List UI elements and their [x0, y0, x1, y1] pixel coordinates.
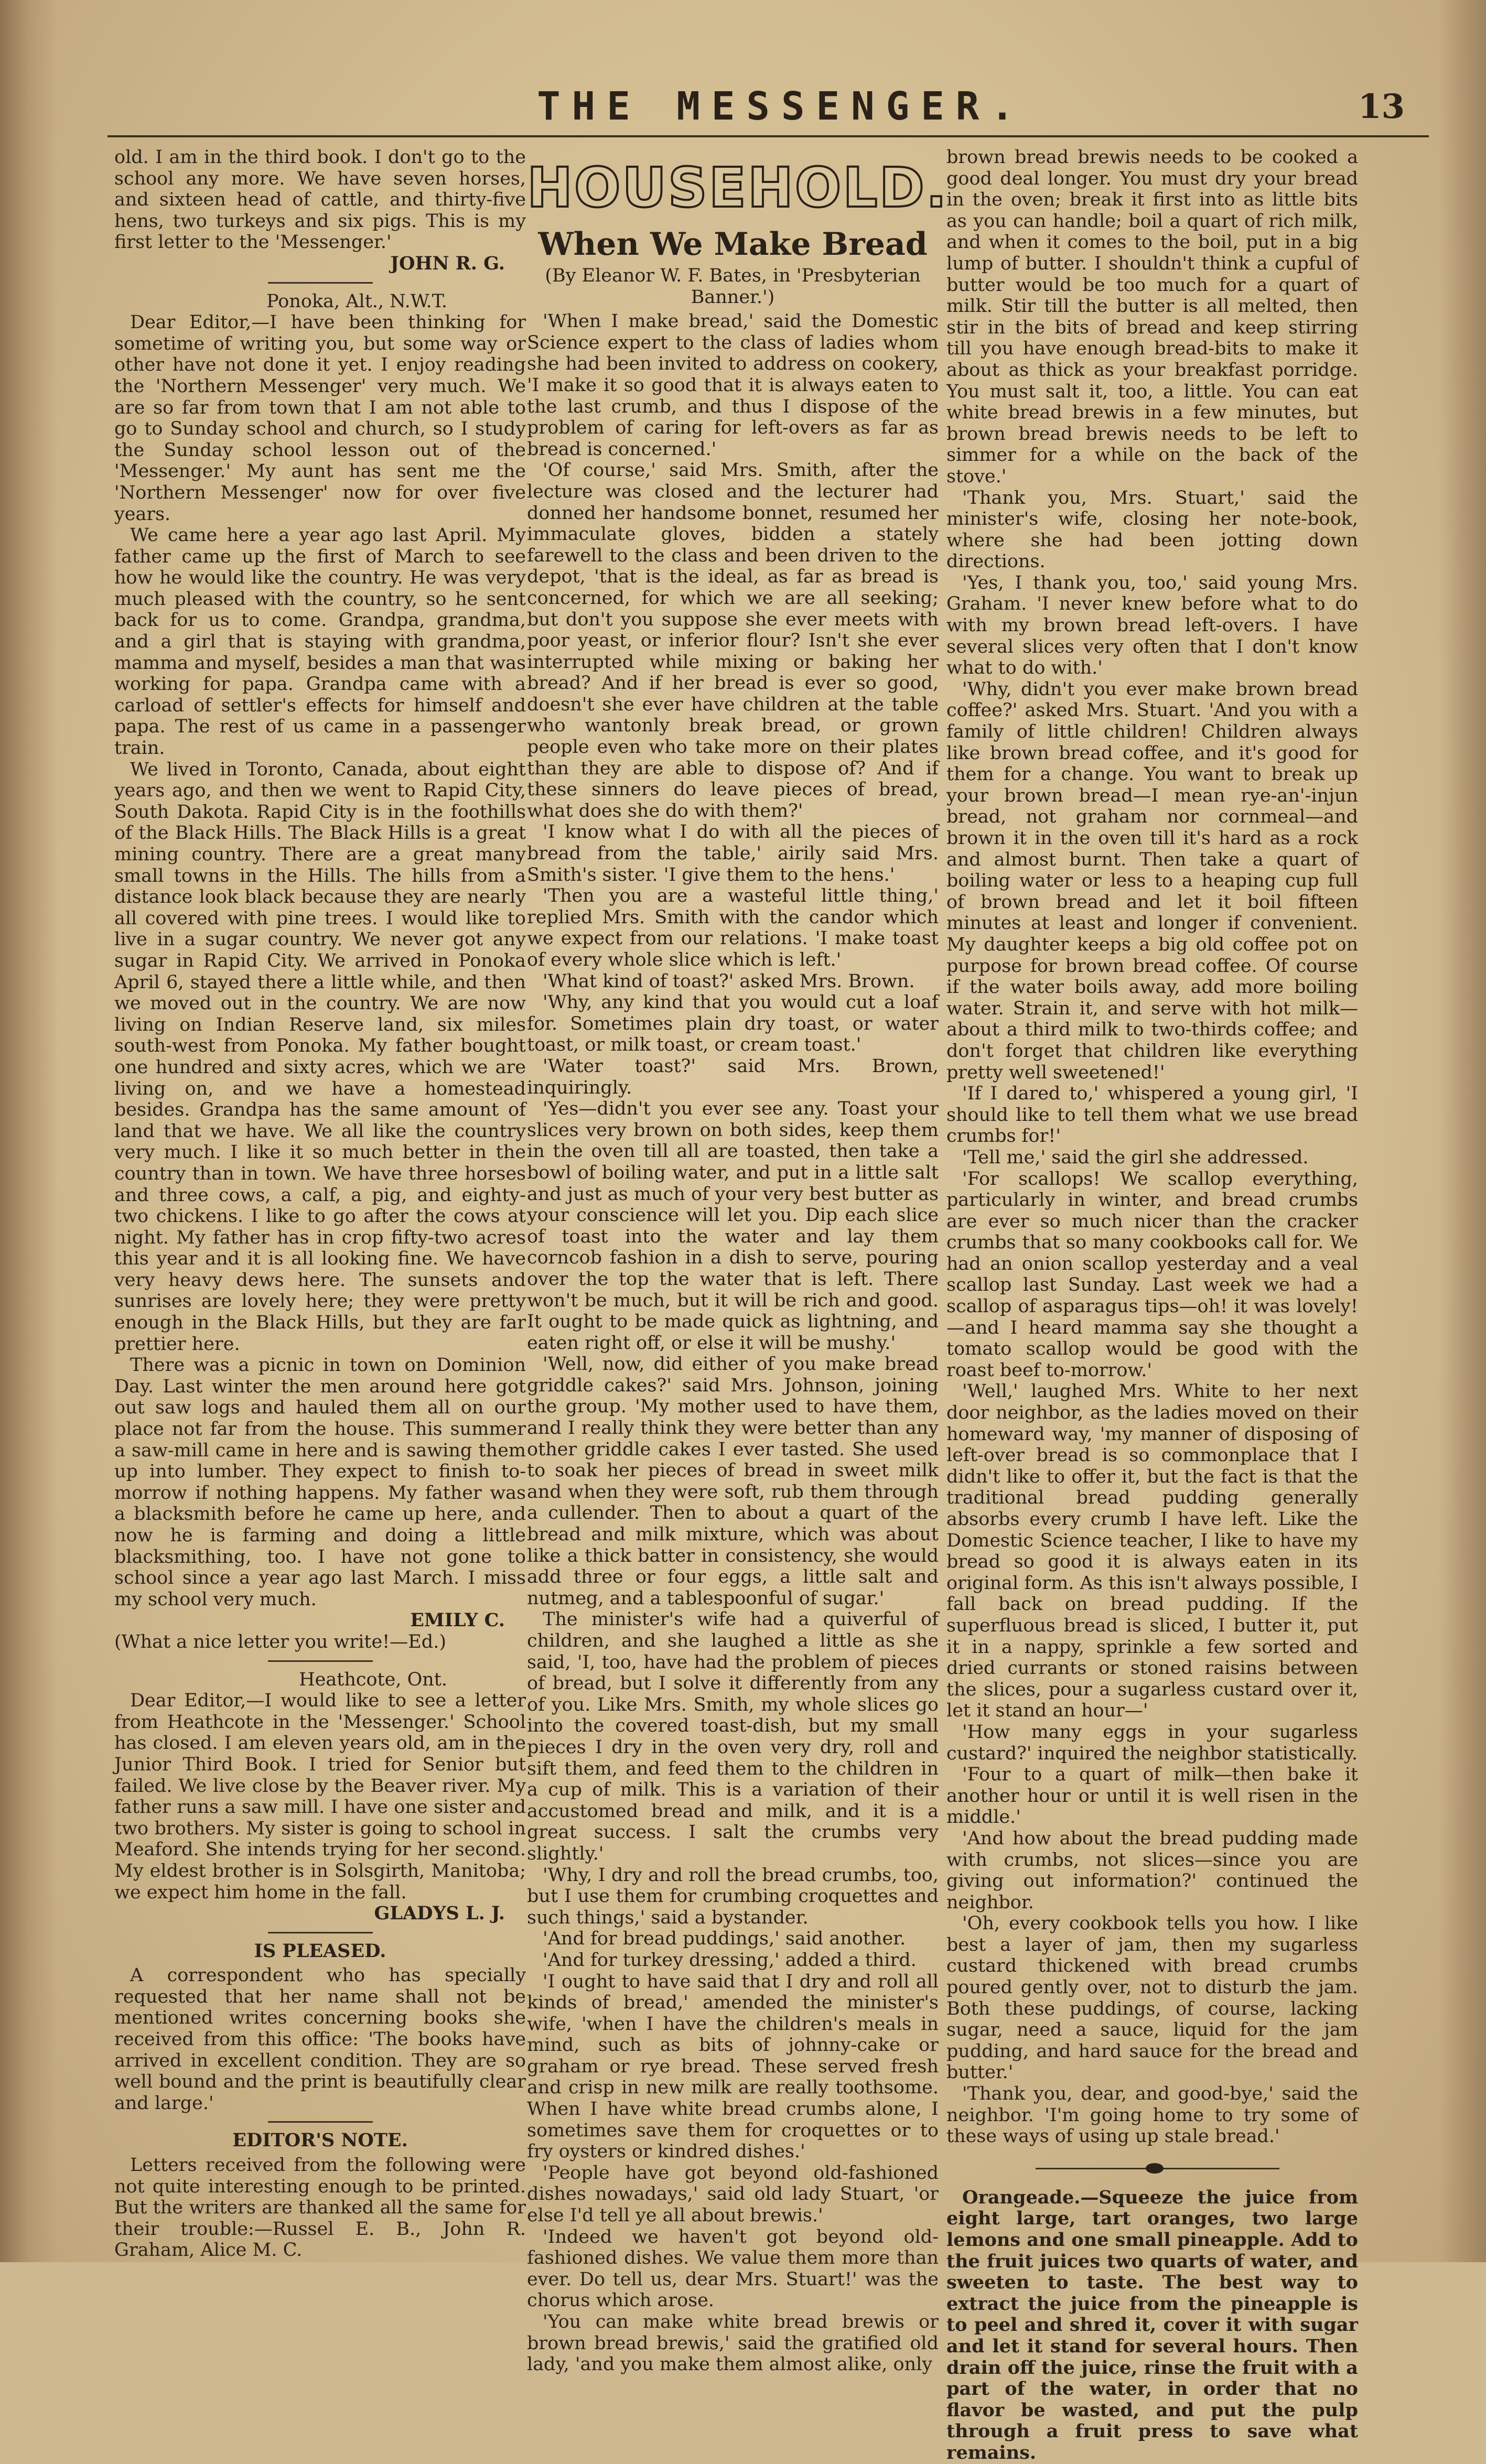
dateline-heathcote: Heathcote, Ont.: [299, 1669, 447, 1690]
article-paragraph: 'Why, I dry and roll the bread crumbs, too, but I use them for crumbing croquettes and such things,' said a bystander.: [527, 1864, 939, 1928]
signature-emily: EMILY C.: [410, 1609, 505, 1631]
article-paragraph: 'When I make bread,' said the Domestic Science expert to the class of ladies whom she had been invited to address on cookery, 'I make it so good that it is always eaten to the last crumb, and thus I dispose of the problem of caring for left-overs as far as bread is concerned.': [527, 311, 939, 460]
editors-note-paragraph: Letters received from the following were not quite interesting enough to be printed. But the writers are thanked all the same for their trouble:—Russel E. B., John R. Graham, Alice M. C.: [114, 2155, 526, 2261]
article-paragraph: 'Water toast?' said Mrs. Brown, inquiringly.: [527, 1055, 939, 1098]
letter-emily-paragraph: We came here a year ago last April. My father came up the first of March to see how he would like the country. He was very much pleased with the country, so he sent back for us to come. Grandpa, grandma, and a girl that is staying with grandma, mamma and myself, besides a man that was working for papa. Grandpa came with a carload of settler's effects for himself and papa. The rest of us came in a passenger train.: [114, 525, 526, 759]
article-paragraph: 'Yes, I thank you, too,' said young Mrs. Graham. 'I never knew before what to do with my brown bread left-overs. I have several slices very often that I don't know what to do with.': [946, 572, 1358, 679]
article-paragraph: 'Why, didn't you ever make brown bread coffee?' asked Mrs. Stuart. 'And you with a family of little children! Children always like brown bread coffee, and it's good for them for a change. You want to break up your brown bread—I mean rye-an'-injun bread, not graham nor cornmeal—and brown it in the oven till it's hard as a rock and almost burnt. Then take a quart of boiling water or less to a heaping cup full of brown bread and let it boil fifteen minutes at least and longer if convenient. My daughter keeps a big old coffee pot on purpose for brown bread coffee. Of course if the water boils away, add more boiling water. Strain it, and serve with hot milk—about a third milk to two-thirds coffee; and don't forget that children like everything pretty well sweetened!': [946, 678, 1358, 1083]
article-paragraph: 'Thank you, Mrs. Stuart,' said the minister's wife, closing her note-book, where she had been jotting down directions.: [946, 487, 1358, 572]
editor-remark: (What a nice letter you write!—Ed.): [114, 1631, 446, 1652]
heading-is-pleased: IS PLEASED.: [254, 1940, 386, 1962]
separator-rule: [268, 2121, 373, 2123]
article-paragraph: 'Oh, every cookbook tells you how. I like best a layer of jam, then my sugarless custard thickened with bread crumbs poured gently over, not to disturb the jam. Both these puddings, of course, lacking sugar, need a sauce, liquid for the jam pudding, and hard sauce for the bread and butter.': [946, 1913, 1358, 2083]
article-paragraph: 'Of course,' said Mrs. Smith, after the lecture was closed and the lecturer had donned her handsome bonnet, resumed her immaculate gloves, bidden a stately farewell to the class and been driven to the depot, 'that is the ideal, as far as bread is concerned, for which we are all seeking; but don't you suppose she ever meets with poor yeast, or inferior flour? Isn't she ever interrupted while mixing or baking her bread? And if her bread is ever so good, doesn't she ever have children at the table who wantonly break bread, or grown people even who take more on their plates than they are able to dispose of? And if these sinners do leave pieces of bread, what does she do with them?': [527, 460, 939, 822]
letter-emily-paragraph: Dear Editor,—I have been thinking for sometime of writing you, but some way or other have not done it yet. I enjoy reading the 'Northern Messenger' very much. We are so far from town that I am not able to go to Sunday school and church, so I study the Sunday school lesson out of the 'Messenger.' My aunt has sent me the 'Northern Messenger' now for over five years.: [114, 312, 526, 525]
column-letters: [114, 147, 526, 2261]
article-paragraph: 'I know what I do with all the pieces of bread from the table,' airily said Mrs. Smith's sister. 'I give them to the hens.': [527, 822, 939, 885]
article-paragraph: 'Yes—didn't you ever see any. Toast your slices very brown on both sides, keep them in the oven till all are toasted, then take a bowl of boiling water, and put in a little salt and just as much of your very best butter as your conscience will let you. Dip each slice of toast into the water and lay them corncob fashion in a dish to serve, pouring over the top the water that is left. There won't be much, but it will be rich and good. It ought to be made quick as lightning, and eaten right off, or else it will be mushy.': [527, 1098, 939, 1354]
article-paragraph: 'I ought to have said that I dry and roll all kinds of bread,' amended the minister's wife, 'when I have the children's meals in mind, such as bits of johnny-cake or graham or rye bread. These served fresh and crisp in new milk are really toothsome. When I have white bread crumbs alone, I sometimes save them for croquettes or to fry oysters or kindred dishes.': [527, 1971, 939, 2163]
article-paragraph: 'You can make white bread brewis or brown bread brewis,' said the gratified old lady, 'and you make them almost alike, only: [527, 2311, 939, 2375]
letter-emily-paragraph: We lived in Toronto, Canada, about eight years ago, and then we went to Rapid City, South Dakota. Rapid City is in the foothills of the Black Hills. The Black Hills is a great mining country. There are a great many small towns in the Hills. The hills from a distance look black because they are nearly all covered with pine trees. I would like to live in a sugar country. We never got any sugar in Rapid City. We arrived in Ponoka April 6, stayed there a little while, and then we moved out in the country. We are now living on Indian Reserve land, six miles south-west from Ponoka. My father bought one hundred and sixty acres, which we are living on, and we have a homestead besides. Grandpa has the same amount of land that we have. We all like the country very much. I like it so much better in the country than in town. We have three horses and three cows, a calf, a pig, and eighty-two chickens. I like to go after the cows at night. My father has in crop fifty-two acres this year and it is all looking fine. We have very heavy dews here. The sunsets and sunrises are lovely here; they were pretty enough in the Black Hills, but they are far prettier here.: [114, 759, 526, 1355]
article-paragraph: The minister's wife had a quiverful of children, and she laughed a little as she said, 'I, too, have had the problem of pieces of bread, but I solve it differently from any of you. Like Mrs. Smith, my whole slices go into the covered toast-dish, but my small pieces I dry in the oven very dry, roll and sift them, and feed them to the children in a cup of milk. This is a variation of their accustomed bread and milk, and it is a great success. I salt the crumbs very slightly.': [527, 1609, 939, 1864]
page-edge-shadow-left: [0, 0, 58, 2262]
heading-editors-note: EDITOR'S NOTE.: [232, 2130, 408, 2152]
ornamental-divider: [946, 2158, 1358, 2179]
column-household: [527, 147, 949, 2375]
article-paragraph: 'Well,' laughed Mrs. White to her next door neighbor, as the ladies moved on their homeward way, 'my manner of disposing of left-over bread is so commonplace that I didn't like to offer it, but the fact is that the traditional bread pudding generally absorbs every crumb I have left. Like the Domestic Science teacher, I like to have my bread so good it is always eaten in its original form. As this isn't always possible, I fall back on bread pudding. If the superfluous bread is sliced, I butter it, put it in a nappy, sprinkle a few sorted and dried currants or stoned raisins between the slices, pour a sugarless custard over it, let it stand an hour—': [946, 1381, 1359, 1722]
article-paragraph: 'What kind of toast?' asked Mrs. Brown.: [543, 970, 915, 992]
article-paragraph: 'If I dared to,' whispered a young girl, 'I should like to tell them what we use bread crumbs for!': [946, 1083, 1358, 1147]
page-number: 13: [1358, 87, 1405, 126]
masthead-title: THE MESSENGER.: [537, 84, 1026, 129]
separator-rule: [268, 282, 373, 284]
letter-gladys-paragraph: Dear Editor,—I would like to see a letter from Heathcote in the 'Messenger.' School has closed. I am eleven years old, am in the Junior Third Book. I tried for Senior but failed. We live close by the Beaver river. My father runs a saw mill. I have one sister and two brothers. My sister is going to school in Meaford. She intends trying for her second. My eldest brother is in Solsgirth, Manitoba; we expect him home in the fall.: [114, 1690, 526, 1903]
dateline-ponoka: Ponoka, Alt., N.W.T.: [266, 290, 447, 312]
article-paragraph: 'Indeed we haven't got beyond old-fashioned dishes. We value them more than ever. Do tell us, dear Mrs. Stuart!' was the chorus which arose.: [527, 2226, 939, 2311]
divider-ornament: [1146, 2163, 1164, 2174]
page-edge-shadow-right: [1439, 0, 1486, 2262]
letter-emily-paragraph: There was a picnic in town on Dominion Day. Last winter the men around here got out saw logs and hauled them all on our place not far from the house. This summer a saw-mill came in here and is sawing them up into lumber. They expect to finish to-morrow if nothing happens. My father was a blacksmith before he came up here, and now he is farming and doing a little blacksmithing, too. I have not gone to school since a year ago last March. I miss my school very much.: [114, 1355, 526, 1610]
letter-john-end: old. I am in the third book. I don't go to the school any more. We have seven horses, and sixteen head of cattle, and thirty-five hens, two turkeys and six pigs. This is my first letter to the 'Messenger.': [114, 147, 526, 253]
article-paragraph: brown bread brewis needs to be cooked a good deal longer. You must dry your bread in the oven; break it first into as little bits as you can handle; boil a quart of rich milk, and when it comes to the boil, put in a big lump of butter. I shouldn't think a cupful of butter would be too much for a quart of milk. Stir till the butter is all melted, then stir in the bits of bread and keep stirring till you have enough bread-bits to make it about as thick as your breakfast porridge. You must salt it, too, a little. You can eat white bread brewis in a few minutes, but brown bread brewis needs to be left to simmer for a while on the back of the stove.': [946, 147, 1358, 487]
article-paragraph: 'Thank you, dear, and good-bye,' said the neighbor. 'I'm going home to try some of these ways of using up stale bread.': [946, 2083, 1358, 2147]
article-paragraph: 'Tell me,' said the girl she addressed.: [962, 1147, 1309, 1168]
article-paragraph: 'Then you are a wasteful little thing,' replied Mrs. Smith with the candor which we expect from our relations. 'I make toast of every whole slice which is left.': [527, 885, 939, 970]
article-paragraph: 'How many eggs in your sugarless custard?' inquired the neighbor statistically.: [946, 1721, 1358, 1764]
article-paragraph: 'People have got beyond old-fashioned dishes nowadays,' said old lady Stuart, 'or else I'd tell ye all about brewis.': [527, 2162, 939, 2227]
signature-john: JOHN R. G.: [390, 252, 505, 274]
column-article-continued: [946, 147, 1358, 2464]
separator-rule: [268, 1660, 373, 1662]
article-paragraph: 'And for turkey dressing,' added a third.: [543, 1949, 917, 1971]
signature-gladys: GLADYS L. J.: [374, 1903, 505, 1925]
separator-rule: [268, 1932, 373, 1933]
article-paragraph: 'Why, any kind that you would cut a loaf for. Sometimes plain dry toast, or water toast, or milk toast, or cream toast.': [527, 992, 939, 1056]
article-paragraph: 'For scallops! We scallop everything, particularly in winter, and bread crumbs are ever so much nicer than the cracker crumbs that so many cookbooks call for. We had an onion scallop yesterday and a veal scallop last Sunday. Last week we had a scallop of asparagus tips—oh! it was lovely!—and I heard mamma say she thought a tomato scallop would be good with the roast beef to-morrow.': [946, 1168, 1358, 1381]
header-rule: [107, 135, 1429, 137]
article-paragraph: 'And how about the bread pudding made with crumbs, not slices—since you are giving out information?' continued the neighbor.: [946, 1828, 1358, 1913]
article-paragraph: 'Well, now, did either of you make bread griddle cakes?' said Mrs. Johnson, joining the group. 'My mother used to have them, and I really think they were better than any other griddle cakes I ever tasted. She used to soak her pieces of bread in sweet milk and when they were soft, rub them through a cullender. Then to about a quart of the bread and milk mixture, which was about like a thick batter in consistency, she would add three or four eggs, a little salt and nutmeg, and a tablespoonful of sugar.': [527, 1354, 939, 1609]
article-paragraph: 'Four to a quart of milk—then bake it another hour or until it is well risen in the middle.': [946, 1764, 1358, 1828]
article-title: When We Make Bread: [538, 226, 928, 263]
is-pleased-paragraph: A correspondent who has specially requested that her name shall not be mentioned writes concerning books she received from this office: 'The books have arrived in excellent condition. They are so well bound and the print is beautifully clear and large.': [114, 1965, 526, 2114]
article-byline: (By Eleanor W. F. Bates, in 'Presbyterian Banner.'): [545, 265, 921, 308]
article-paragraph: 'And for bread puddings,' said another.: [543, 1928, 906, 1950]
section-title-household: HOUSEHOLD.: [527, 156, 949, 220]
orangeade-recipe: Orangeade.—Squeeze the juice from eight large, tart oranges, two large lemons and one small pineapple. Add to the fruit juices two quarts of water, and sweeten to taste. The best way to extract the juice from the pineapple is to peel and shred it, cover it with sugar and let it stand for several hours. Then drain off the juice, rinse the fruit with a part of the water, in order that no flavor be wasted, and put the pulp through a fruit press to save what remains.: [946, 2186, 1358, 2463]
